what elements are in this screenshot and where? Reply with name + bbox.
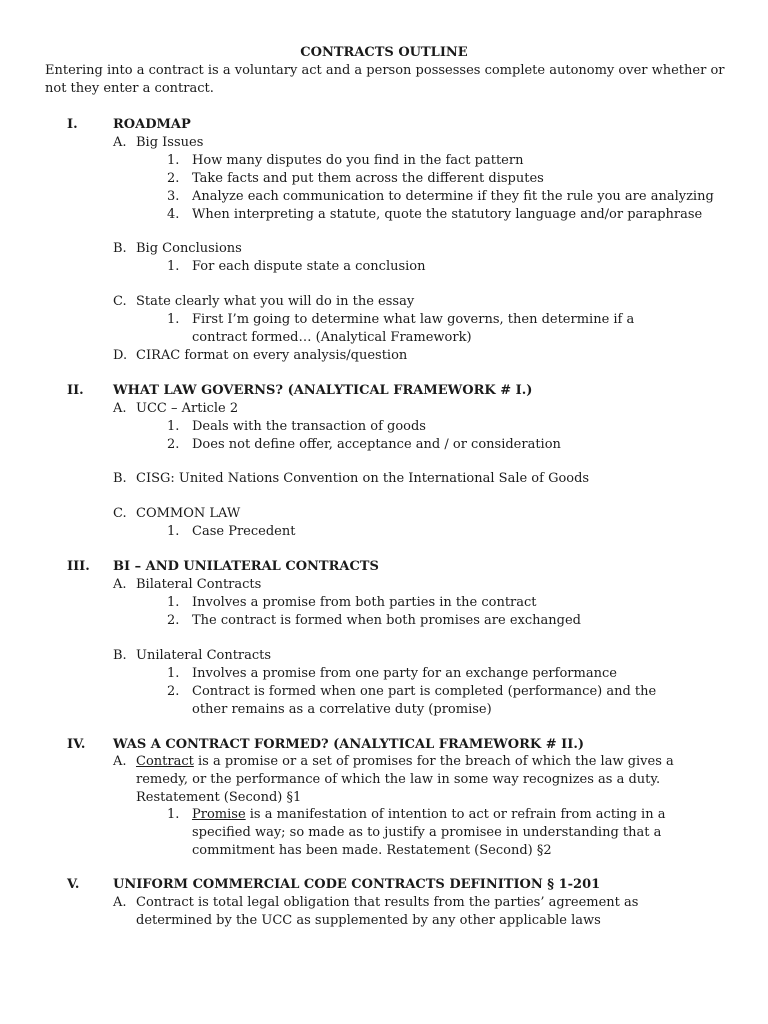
item-mark: 4. — [167, 207, 180, 222]
subsection-mark: C. — [113, 294, 127, 309]
list-item: First I’m going to determine what law governs, then determine if a contract formed… (Analytical Framework) — [192, 312, 635, 345]
item-mark: 3. — [167, 189, 180, 204]
section-title: UNIFORM COMMERCIAL CODE CONTRACTS DEFINITION § 1-201 — [113, 877, 601, 892]
contract-definition — [136, 753, 718, 807]
list-item: Involves a promise from both parties in the contract — [192, 595, 537, 610]
definition-text: is a promise or a set of promises for the breach of which the law gives a remedy, or the performance of which the law in some way recognizes as a duty. Restatement (Second) §1 — [136, 754, 674, 805]
subsection-mark: D. — [113, 348, 128, 363]
item-mark: 1. — [167, 807, 180, 822]
subsection-mark: B. — [113, 648, 127, 663]
defined-term: Promise — [192, 807, 246, 822]
subsection-text: Big Conclusions — [136, 241, 242, 256]
subsection-mark: A. — [113, 754, 127, 769]
subsection-text: Contract is total legal obligation that results from the parties’ agreement as determined by the UCC as supplemented by any other applicable laws — [136, 895, 639, 928]
subsection-text: COMMON LAW — [136, 506, 241, 521]
section-number: IV. — [67, 737, 86, 752]
list-item: When interpreting a statute, quote the statutory language and/or paraphrase — [192, 207, 703, 222]
item-mark: 1. — [167, 259, 180, 274]
subsection-text: Unilateral Contracts — [136, 648, 272, 663]
item-mark: 1. — [167, 153, 180, 168]
item-mark: 2. — [167, 171, 180, 186]
item-mark: 1. — [167, 312, 180, 327]
section-number: II. — [67, 383, 84, 398]
definition-text: is a manifestation of intention to act or refrain from acting in a specified way; so made as to justify a promisee in understanding that a commitment has been made. Restatement (Second) §2 — [192, 807, 666, 858]
list-item: Involves a promise from one party for an exchange performance — [192, 666, 617, 681]
subsection-text: CISG: United Nations Convention on the International Sale of Goods — [136, 471, 590, 486]
promise-definition — [192, 806, 712, 860]
subsection-mark: A. — [113, 895, 127, 910]
subsection-text: State clearly what you will do in the essay — [136, 294, 415, 309]
item-mark: 2. — [167, 437, 180, 452]
subsection-text: CIRAC format on every analysis/question — [136, 348, 408, 363]
section-number: V. — [67, 877, 80, 892]
list-item: The contract is formed when both promises are exchanged — [192, 613, 581, 628]
subsection-mark: A. — [113, 577, 127, 592]
subsection-mark: B. — [113, 471, 127, 486]
section-title: BI – AND UNILATERAL CONTRACTS — [113, 559, 379, 574]
list-item: For each dispute state a conclusion — [192, 259, 426, 274]
item-mark: 1. — [167, 666, 180, 681]
section-title: WHAT LAW GOVERNS? (ANALYTICAL FRAMEWORK # I.) — [113, 383, 533, 398]
subsection-text: UCC – Article 2 — [136, 401, 239, 416]
section-number: III. — [67, 559, 90, 574]
intro-paragraph: Entering into a contract is a voluntary act and a person possesses complete autonomy over whether or not they enter a contract. — [45, 63, 725, 96]
document-title: CONTRACTS OUTLINE — [300, 45, 468, 60]
item-mark: 2. — [167, 613, 180, 628]
list-item: Analyze each communication to determine if they fit the rule you are analyzing — [192, 189, 714, 204]
subsection-text: Big Issues — [136, 135, 204, 150]
subsection-mark: C. — [113, 506, 127, 521]
subsection-mark: A. — [113, 401, 127, 416]
defined-term: Contract — [136, 754, 194, 769]
item-mark: 1. — [167, 419, 180, 434]
item-mark: 1. — [167, 524, 180, 539]
list-item: Contract is formed when one part is completed (performance) and the other remains as a correlative duty (promise) — [192, 684, 657, 717]
subsection-mark: A. — [113, 135, 127, 150]
list-item: Does not define offer, acceptance and / or consideration — [192, 437, 561, 452]
item-mark: 2. — [167, 684, 180, 699]
section-title: WAS A CONTRACT FORMED? (ANALYTICAL FRAMEWORK # II.) — [113, 737, 584, 752]
list-item: Case Precedent — [192, 524, 296, 539]
subsection-mark: B. — [113, 241, 127, 256]
list-item: Take facts and put them across the different disputes — [192, 171, 544, 186]
list-item: Deals with the transaction of goods — [192, 419, 426, 434]
section-number: I. — [67, 117, 78, 132]
list-item: How many disputes do you find in the fact pattern — [192, 153, 524, 168]
item-mark: 1. — [167, 595, 180, 610]
section-title: ROADMAP — [113, 117, 191, 132]
subsection-text: Bilateral Contracts — [136, 577, 262, 592]
